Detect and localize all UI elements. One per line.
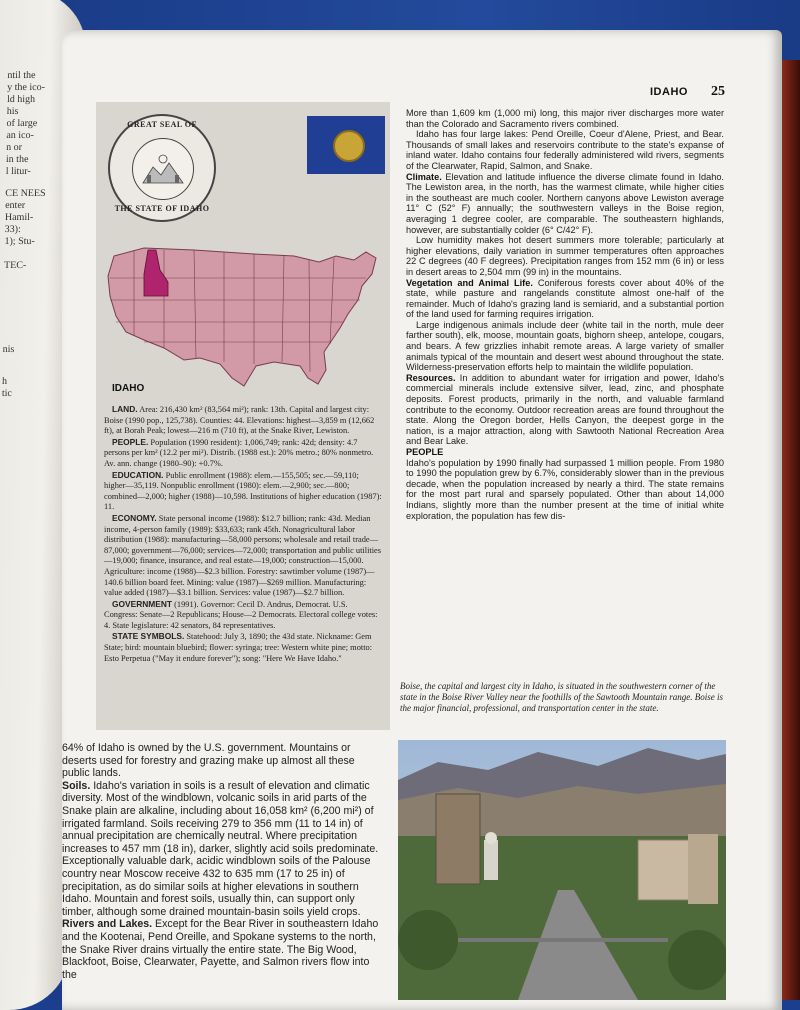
fact-label: ECONOMY. — [112, 512, 157, 523]
fact-label: STATE SYMBOLS. — [112, 631, 185, 642]
photo-caption: Boise, the capital and largest city in Idaho, is situated in the southwestern corner of the state in the Boise River Valley near the foothills of the Sawtooth Mountain range. Boise is the major financial, professional, and transportation center in the state. — [400, 681, 723, 713]
paragraph-text: Low humidity makes hot desert summers more tolerable; particularly at higher elevations, daily variation in summer temperatures often approaches 22 C degrees (40 F degrees). Precipitation ranges from 152 mm (6 in) or less in desert areas to 2,504 mm (99 in) in the mountains. — [406, 235, 724, 277]
fact-item — [104, 631, 382, 664]
section-heading: Resources. — [406, 372, 456, 383]
fact-label: PEOPLE. — [112, 436, 149, 447]
people-text: Idaho's population by 1990 finally had surpassed 1 million people. From 1980 to 1990 the population grew by 6.7%, considerably slower than in the previous decade, when the population increased by nearly a third. The state remains for the most part rural and sparsely populated. Other than about 14,000 Indians, slightly more than the number present at the time of initial white exploration, the population has few dis- — [406, 457, 724, 521]
paragraph-text: In addition to abundant water for irrigation and power, Idaho's commercial minerals include extensive silver, lead, zinc, and phosphate deposits. Forest products, primarily in the north, and valuable farmland contribute to the economy. Outdoor recreation areas are found throughout the state. Along the Oregon border, Hells Canyon, the deepest gorge in the nation, is a major attraction, along with Sawtooth National Recreation Area and Bear Lake. — [406, 372, 724, 447]
paragraph — [406, 129, 724, 171]
fact-label: LAND. — [112, 404, 138, 414]
fact-item — [104, 404, 382, 437]
left-column — [62, 742, 382, 981]
fact-text: Population (1990 resident): 1,006,749; rank: 42d; density: 4.7 persons per km² (12.2 per mi²). Distrib. (1988 est.): 20% metro.; 80% nonmetro. Av. ann. change (1980–90): +0.7%. — [104, 437, 374, 468]
state-seal — [108, 114, 216, 222]
seal-text-top: GREAT SEAL OF — [127, 120, 197, 129]
running-head: IDAHO — [650, 86, 688, 98]
fact-label: EDUCATION. — [112, 469, 164, 480]
paragraph — [406, 172, 724, 236]
photo-capitol-dome — [485, 832, 497, 844]
fact-text: Area: 216,430 km² (83,564 mi²); rank: 13th. Capital and largest city: Boise (1990 pop., 125,738). Counties: 44. Elevations: highest—3,859 m (12,662 ft), at Borah Peak; lowest—216 m (710 ft), at the Snake River, Lewiston. — [104, 405, 375, 436]
fact-label: GOVERNMENT — [112, 598, 173, 609]
seal-emblem — [132, 138, 194, 200]
panel-title: IDAHO — [112, 383, 145, 394]
fact-text: State personal income (1988): $12.7 billion; rank: 43d. Median income, 4-person family (1989): $33,633; rank 45th. Nonagricultural labor distribution (1988): manufacturing—58,000 persons; wholesale and retail trade—87,000; government—76,000; services—72,000; transportation and public utilities—19,000; finance, insurance, and real estate—19,000; construction—15,000. Agriculture: income (1988)—$2.3 billion. Forestry: sawtimber volume (1987)—140.6 billion board feet. Mining: value (1987)—$269 million. Manufacturing: value added (1987)—$3.1 billion. Services: value (1987)—$2.7 billion. — [104, 513, 382, 598]
fact-item — [104, 599, 382, 632]
left-page-fragment: TEC- — [3, 260, 27, 271]
left-page-fragment: h tic — [1, 376, 12, 399]
paragraph — [62, 918, 382, 981]
paragraph-text: Coniferous forests cover about 40% of the state, while pasture and rangelands constitute almost one-half of the remainder. Much of Idaho's grazing land is semiarid, and a substantial portion of the land used for farming requires irrigation. — [406, 277, 724, 320]
right-column — [406, 108, 724, 521]
section-heading: Climate. — [406, 171, 442, 182]
paragraph-text: Idaho has four large lakes: Pend Oreille, Coeur d'Alene, Priest, and Bear. Thousands of small lakes and reservoirs contribute to the state's expanse of inland water. Idaho contains four federally administered wild rivers, segments of the Clearwater, Rapid, Salmon, and Snake. — [406, 129, 724, 171]
fact-text: (1991). Governor: Cecil D. Andrus, Democrat. U.S. Congress: Senate—2 Republicans; House—2 Democrats. Electoral college votes: 4. State legislature: 42 senators, 84 representatives. — [104, 599, 378, 630]
fact-list — [104, 404, 382, 664]
paragraph-text: More than 1,609 km (1,000 mi) long, this major river discharges more water than the Colorado and Sacramento rivers combined. — [406, 108, 724, 129]
paragraph — [406, 320, 724, 373]
paragraph-text: Idaho's variation in soils is a result of elevation and climatic diversity. Most of the windblown, volcanic soils in arid parts of the Snake plain are alkaline, including about 16,058 km² (6,200 mi²) of irrigated farmland. Soils receiving 279 to 356 mm (11 to 14 in) of annual precipitation are chemically neutral. Where precipitation increases to 457 mm (18 in), darker, slightly acid soils predominate. Exceptionally valuable dark, acidic windblown soils of the Palouse country near Moscow receive 432 to 635 mm (17 to 25 in) of precipitation, as do similar soils at higher elevations in southern Idaho. Mountain and forest soils, usually thin, can support only timber, although some drained mountain-basin soils yield crops. — [62, 779, 379, 918]
fact-item — [104, 470, 382, 513]
paragraph — [62, 780, 382, 919]
left-page-fragment: ntil the y the ico- ld high his of large an ico- n or in the l litur- — [5, 70, 46, 177]
seal-text-bottom: THE STATE OF IDAHO — [114, 204, 210, 213]
fact-text: Public enrollment (1988): elem.—155,505; sec.—59,110; higher—35,119. Nonpublic enrollment (1980): elem.—2,900; sec.—800; combined—2,000; higher (1988)—10,598. Institutions of higher education (1987): 11. — [104, 470, 382, 512]
section-heading: Soils. — [62, 779, 91, 792]
left-page-fragment: nis — [2, 344, 15, 355]
photo-tree — [398, 910, 458, 970]
fact-text: Statehood: July 3, 1890; the 43d state. Nickname: Gem State; bird: mountain bluebird; flower: syringa; tree: Western white pine; motto: Esto Perpetua ("May it endure forever"); song: "Here We Have Idaho." — [104, 632, 373, 663]
left-page-fragment: CE NEES enter Hamil- 33): 1); Stu- — [4, 188, 46, 247]
photo-tree — [668, 930, 726, 990]
us-map — [104, 236, 384, 406]
paragraph — [406, 373, 724, 447]
page-number: 25 — [711, 84, 725, 99]
boise-photo — [398, 740, 726, 1000]
photo-office-building-2 — [688, 834, 718, 904]
paragraph-text: Large indigenous animals include deer (white tail in the north, mule deer farther south), elk, moose, mountain goats, bighorn sheep, antelope, cougars, and bears. A few grizzlies inhabit remote areas. A large variety of smaller animals typical of the mountain and desert west abound throughout the state. Wilderness-preservation efforts help to maintain the wildlife population. — [406, 319, 724, 373]
section-heading: Rivers and Lakes. — [62, 918, 153, 931]
fact-item — [104, 513, 382, 599]
state-flag — [307, 116, 385, 174]
photo-tower-building — [436, 794, 480, 884]
fact-item — [104, 437, 382, 470]
paragraph — [62, 742, 382, 780]
seal-scene-icon — [141, 153, 185, 185]
flag-emblem-icon — [333, 130, 365, 162]
paragraph — [406, 108, 724, 129]
paragraph — [406, 235, 724, 277]
paragraph-text: 64% of Idaho is owned by the U.S. government. Mountains or deserts used for forestry and grazing make up almost all these public lands. — [62, 742, 355, 780]
photo-capitol — [484, 840, 498, 880]
people-heading: PEOPLE — [406, 447, 444, 457]
section-heading: Vegetation and Animal Life. — [406, 277, 533, 288]
paragraph-text: Except for the Bear River in southeastern Idaho and the Kootenai, Pend Oreille, and Spokane systems to the north, the Snake River drains virtually the entire state. The Big Wood, Blackfoot, Boise, Clearwater, Payette, and Salmon rivers flow into the — [62, 918, 379, 981]
paragraph-text: Elevation and latitude influence the diverse climate found in Idaho. The Lewiston area, in the north, has the warmest climate, while higher cities in the southeast are much cooler. Northern canyons above Lewiston average 11° C (52° F) annually; the southwestern valleys in the Boise region, averaging 1 degree cooler, are comparable. The southeastern highlands, however, are substantially colder (6° C/42° F). — [406, 171, 724, 235]
paragraph — [406, 278, 724, 320]
